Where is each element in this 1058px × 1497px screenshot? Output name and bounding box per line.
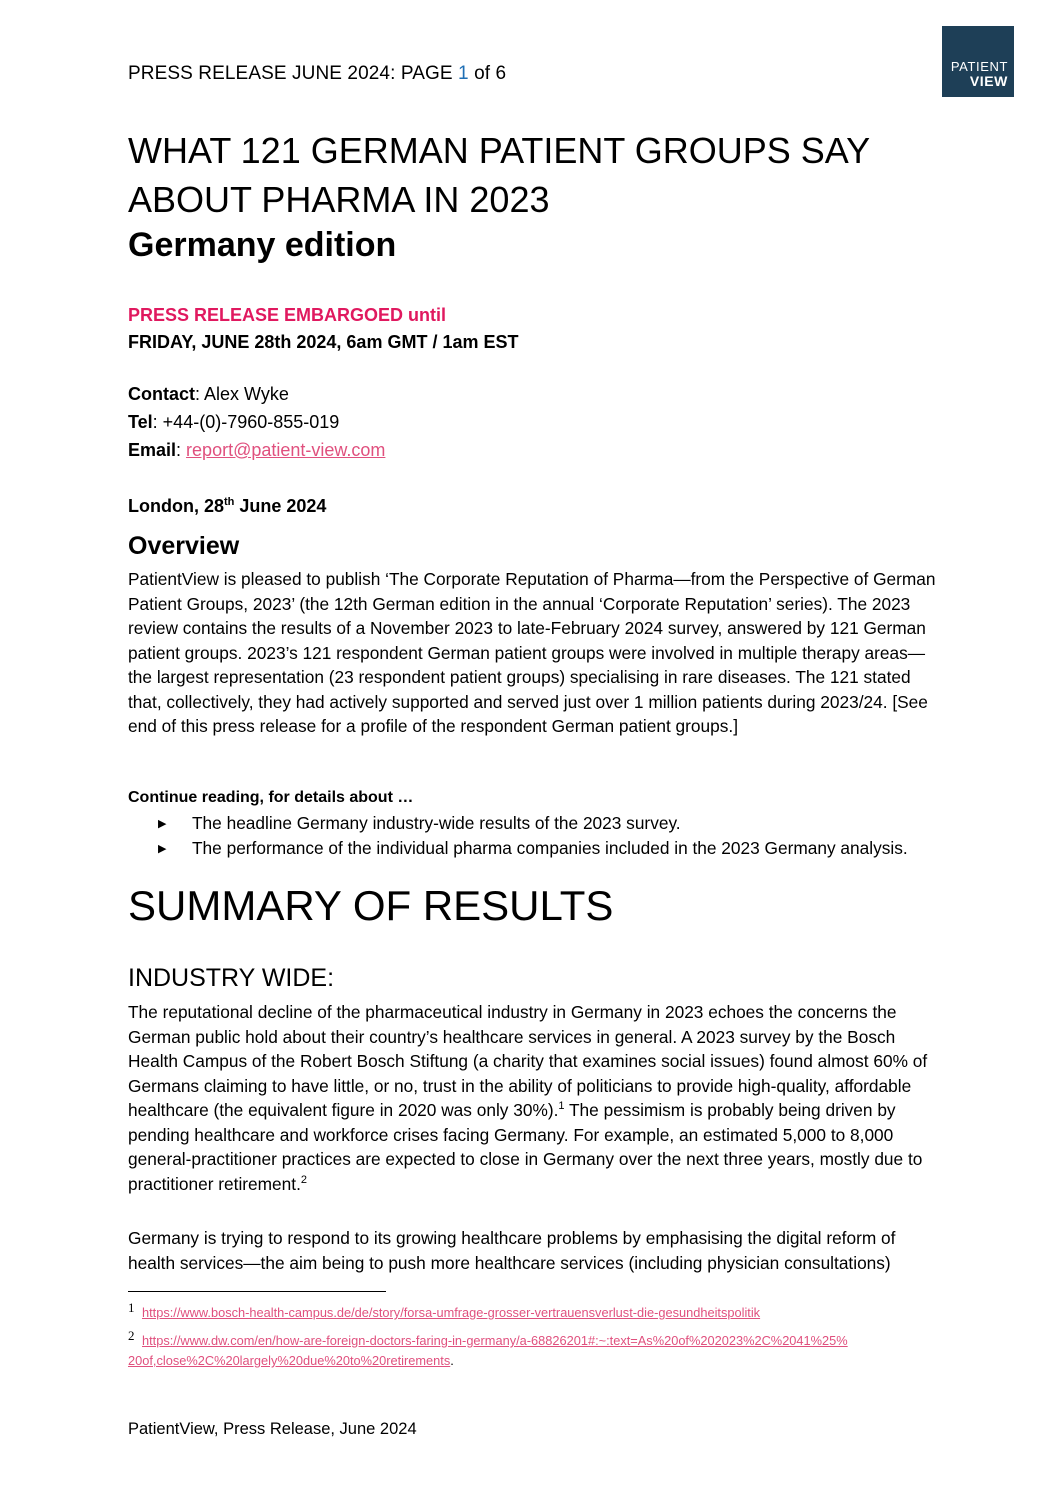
list-item-text: The performance of the individual pharma companies included in the 2023 Germany analysis. — [192, 838, 908, 858]
header-text: PRESS RELEASE JUNE 2024: PAGE — [128, 63, 459, 84]
dateline — [128, 496, 326, 517]
page-header — [128, 63, 506, 85]
contact-label: Contact — [128, 384, 195, 404]
title-line2: ABOUT PHARMA IN 2023 — [128, 179, 550, 220]
triangle-bullet-icon: ▶ — [158, 843, 167, 855]
tel-label: Tel — [128, 412, 153, 432]
footnote-ref-2[interactable]: 2 — [300, 1173, 308, 1186]
triangle-bullet-icon: ▶ — [158, 818, 167, 830]
paragraph-text: The reputational decline of the pharmaceutical industry in Germany in 2023 echoes the concerns the German public hold about their country’s healthcare services in general. A 2023 survey by the Bosch Health Campus of the Robert Bosch Stiftung (a charity that examines social issues) found almost 60% of Germans claiming to have little, or no, trust in the ability of politicians to provide high-quality, affordable healthcare (the equivalent figure in 2020 was only 30%). — [128, 1002, 928, 1120]
logo-line2: VIEW — [969, 73, 1008, 89]
industry-wide-heading: INDUSTRY WIDE: — [128, 964, 335, 992]
footnote-2 — [128, 1326, 848, 1371]
page-footer: PatientView, Press Release, June 2024 — [128, 1420, 417, 1438]
industry-paragraph-1 — [128, 1000, 938, 1196]
footnote-link[interactable]: https://www.bosch-health-campus.de/de/story/forsa-umfrage-grosser-vertrauensverlust-die-gesundheitspolitik — [142, 1305, 761, 1320]
document-title — [128, 126, 870, 224]
contact-line — [128, 384, 289, 405]
industry-paragraph-2: Germany is trying to respond to its growing healthcare problems by emphasising the digital reform of health services—the aim being to push more healthcare services (including physician consultations) — [128, 1228, 896, 1273]
header-page-number: 1 — [458, 63, 469, 84]
title-line1: WHAT 121 GERMAN PATIENT GROUPS SAY — [128, 130, 871, 171]
tel-line — [128, 412, 339, 433]
contact-value: : Alex Wyke — [195, 384, 289, 404]
footnote-ref-1[interactable]: 1 — [558, 1100, 565, 1112]
summary-heading: SUMMARY OF RESULTS — [128, 882, 614, 929]
list-item — [158, 838, 908, 859]
header-page-total: of 6 — [468, 63, 507, 84]
footnote-tail: . — [450, 1353, 454, 1368]
dateline-place: London, 28 — [128, 496, 224, 516]
paragraph-text: The pessimism is probably being driven by pending healthcare and workforce crises facing Germany. For example, an estimated 5,000 to 8,000 general-practitioner practices are expected to close in Germany over the next three years, mostly due to practitioner retirement. — [128, 1100, 923, 1194]
document-subtitle: Germany edition — [128, 226, 397, 264]
footnote-link[interactable]: https://www.dw.com/en/how-are-foreign-doctors-faring-in-germany/a-68826201#:~:text=As%20of%202023%2C%2041%25%20of,close%2C%20largely%20due%20to%20retirements — [128, 1333, 848, 1368]
overview-heading: Overview — [128, 532, 240, 560]
footnote-1 — [128, 1298, 928, 1323]
list-item — [158, 813, 681, 834]
dateline-date: June 2024 — [234, 496, 327, 516]
continue-reading-label: Continue reading, for details about … — [128, 789, 414, 806]
list-item-text: The headline Germany industry-wide results of the 2023 survey. — [192, 813, 681, 833]
footnote-divider — [128, 1291, 386, 1292]
footnote-number: 1 — [128, 1300, 135, 1315]
patientview-logo — [942, 26, 1014, 97]
embargo-date: FRIDAY, JUNE 28th 2024, 6am GMT / 1am EST — [128, 332, 519, 352]
email-label: Email — [128, 440, 177, 460]
email-line — [128, 440, 385, 461]
tel-value: : +44-(0)-7960-855-019 — [152, 412, 340, 432]
overview-paragraph: PatientView is pleased to publish ‘The Corporate Reputation of Pharma—from the Perspective of German Patient Groups, 2023’ (the 12th German edition in the annual ‘Corporate Reputation’ series). The 2023 review contains the results of a November 2023 to late-February 2024 survey, answered by 121 German patient groups. 2023’s 121 respondent German patient groups were involved in multiple therapy areas—the largest representation (23 respondent patient groups) specialising in rare diseases. The 121 stated that, collectively, they had actively supported and served just over 1 million patients during 2023/24. [See end of this press release for a profile of the respondent German patient groups.] — [128, 569, 936, 736]
footnote-number: 2 — [128, 1328, 135, 1343]
embargo-notice: PRESS RELEASE EMBARGOED until — [128, 305, 447, 325]
email-link[interactable]: report@patient-view.com — [186, 440, 386, 460]
dateline-ordinal: th — [224, 496, 235, 508]
logo-line1: PATIENT — [950, 59, 1008, 74]
email-separator: : — [176, 440, 187, 460]
